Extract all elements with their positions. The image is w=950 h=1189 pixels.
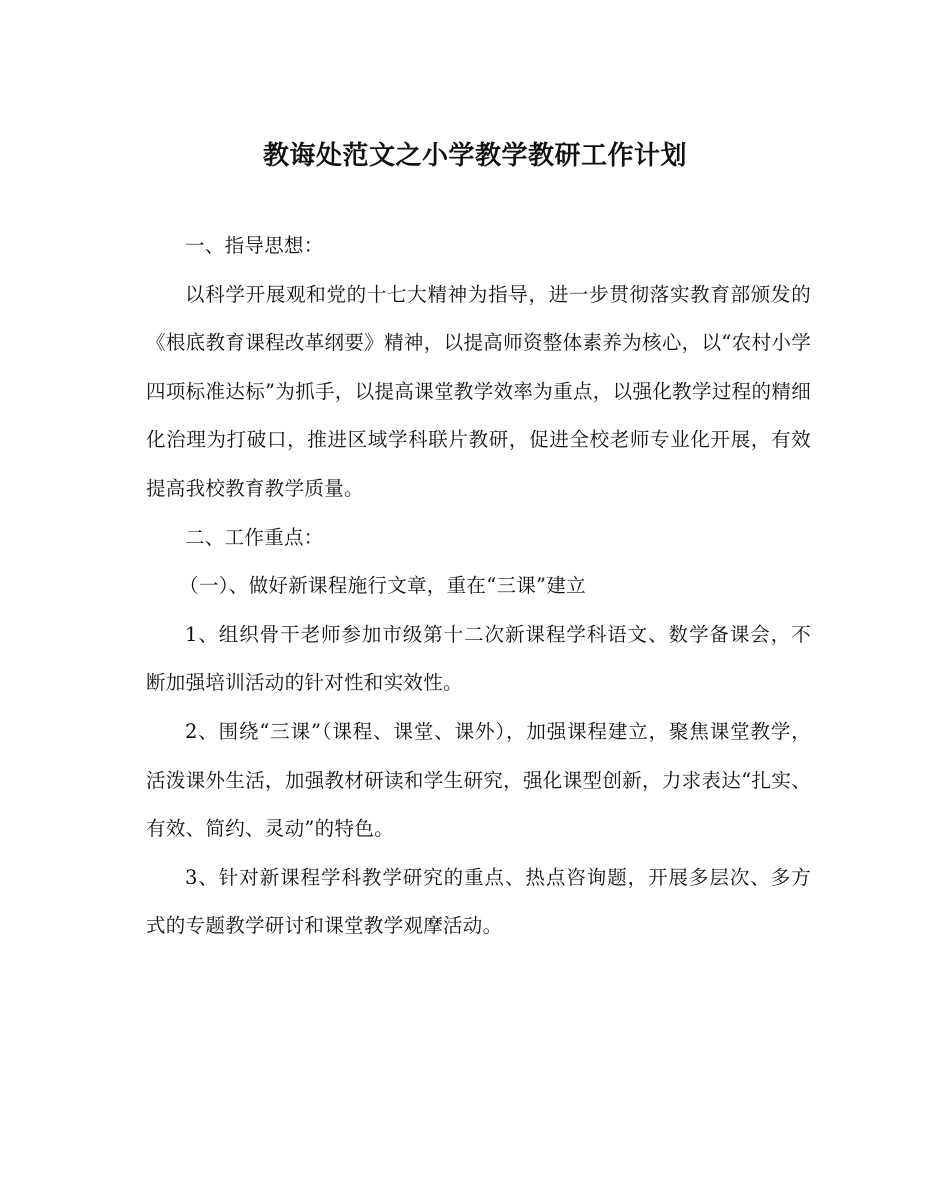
section-heading-guiding-ideology: 一、指导思想：: [185, 234, 324, 257]
subsection-heading-new-curriculum: （一）、做好新课程施行文章，重在“三课”建立: [179, 574, 586, 598]
list-item-2: 2、围绕“三课”（课程、课堂、课外），加强课程建立，聚焦课堂教学，活泼课外生活，加强教材研读和学生研究，强化课型创新，力求表达“扎实、有效、简约、灵动”的特色。: [146, 719, 811, 841]
list-item-3: 3、针对新课程学科教学研究的重点、热点咨询题，开展多层次、多方式的专题教学研讨和课堂教学观摩活动。: [146, 865, 811, 938]
paragraph-guiding-ideology: 以科学开展观和党的十七大精神为指导，进一步贯彻落实教育部颁发的《根底教育课程改革纲要》精神，以提高师资整体素养为核心，以“农村小学四项标准达标”为抓手，以提高课堂教学效率为重点，以强化教学过程的精细化治理为打破口，推进区域学科联片教研，促进全校老师专业化开展，有效提高我校教育教学质量。: [146, 282, 811, 500]
document-body: [146, 222, 811, 951]
list-item-1: 1、组织骨干老师参加市级第十二次新课程学科语文、数学备课会，不断加强培训活动的针对性和实效性。: [146, 622, 811, 695]
document-title: 教诲处范文之小学教学教研工作计划: [262, 141, 687, 171]
section-heading-work-focus: 二、工作重点：: [185, 525, 324, 549]
